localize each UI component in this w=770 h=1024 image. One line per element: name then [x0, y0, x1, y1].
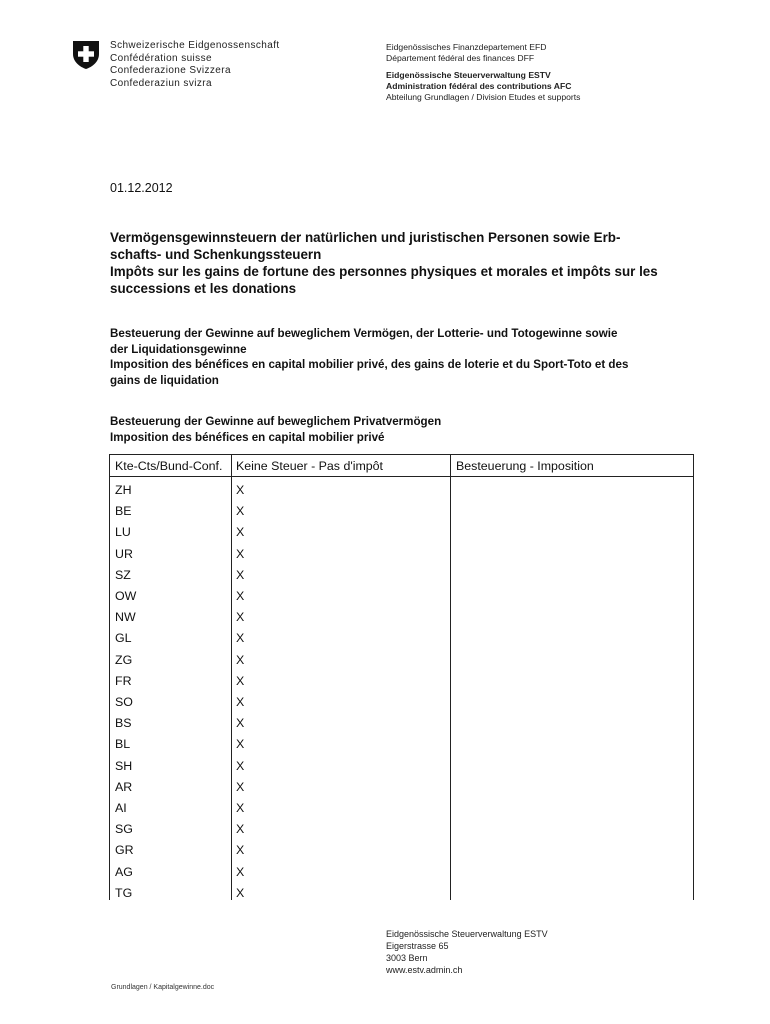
- canton-cell: BE: [115, 504, 132, 519]
- canton-tax-table: [109, 454, 694, 900]
- header-divider: [110, 476, 693, 477]
- department-de: Eidgenössisches Finanzdepartement EFD: [386, 42, 547, 52]
- department-block: [386, 42, 580, 103]
- canton-cell: OW: [115, 589, 137, 603]
- canton-cell: SH: [115, 758, 133, 773]
- title-line: successions et les donations: [110, 281, 297, 296]
- no-tax-cell: X: [236, 801, 245, 815]
- canton-cell: UR: [115, 546, 133, 561]
- address-line: www.estv.admin.ch: [386, 965, 463, 975]
- section-line: der Liquidationsgewinne: [110, 342, 247, 356]
- column-divider: [231, 455, 232, 900]
- header-canton: Kte-Cts/Bund-Conf.: [115, 459, 223, 473]
- document-date: 01.12.2012: [110, 181, 173, 195]
- document-filename: Grundlagen / Kapitalgewinne.doc: [111, 984, 215, 991]
- no-tax-cell: X: [236, 567, 245, 582]
- address-line: Eigerstrasse 65: [386, 941, 449, 951]
- no-tax-cell: X: [236, 483, 245, 497]
- canton-cell: TG: [115, 885, 133, 900]
- header-no-tax: Keine Steuer - Pas d'impôt: [236, 459, 383, 473]
- no-tax-cell: X: [236, 779, 245, 794]
- swiss-shield-logo-icon: [72, 40, 100, 70]
- canton-cell: SG: [115, 822, 133, 837]
- section-heading: [110, 326, 710, 388]
- header-taxation: Besteuerung - Imposition: [456, 459, 594, 473]
- no-tax-cell: X: [236, 716, 245, 731]
- no-tax-cell: X: [236, 885, 245, 900]
- no-tax-cell: X: [236, 695, 245, 709]
- no-tax-cell: X: [236, 525, 245, 540]
- no-tax-cell: X: [236, 610, 245, 625]
- name-fr: Confédération suisse: [110, 52, 212, 64]
- no-tax-cell: X: [236, 673, 245, 688]
- canton-cell: ZG: [115, 652, 133, 667]
- canton-cell: NW: [115, 610, 136, 625]
- office-de: Eidgenössische Steuerverwaltung ESTV: [386, 70, 551, 80]
- canton-cell: GR: [115, 843, 134, 858]
- canton-cell: AI: [115, 801, 127, 815]
- canton-cell: ZH: [115, 483, 132, 497]
- no-tax-cell: X: [236, 864, 245, 879]
- canton-cell: BS: [115, 716, 132, 731]
- section-line: Besteuerung der Gewinne auf beweglichem Vermögen, der Lotterie- und Totogewinne sowie: [110, 327, 618, 340]
- canton-cell: SO: [115, 695, 133, 709]
- no-tax-cell: X: [236, 652, 245, 667]
- canton-cell: AG: [115, 864, 133, 879]
- subsection-line: Besteuerung der Gewinne auf beweglichem Privatvermögen: [110, 415, 442, 428]
- no-tax-cell: X: [236, 822, 245, 837]
- no-tax-cell: X: [236, 758, 245, 773]
- no-tax-cell: X: [236, 737, 245, 752]
- title-line: Vermögensgewinnsteuern der natürlichen und juristischen Personen sowie Erb-: [110, 230, 621, 245]
- title-line: schafts- und Schenkungssteuern: [110, 247, 322, 262]
- no-tax-cell: X: [236, 589, 245, 603]
- section-line: gains de liquidation: [110, 373, 219, 387]
- no-tax-cell: X: [236, 504, 245, 519]
- office-fr: Administration fédéral des contributions AFC: [386, 81, 572, 91]
- title-line: Impôts sur les gains de fortune des personnes physiques et morales et impôts sur les: [110, 264, 658, 279]
- name-it: Confederazione Svizzera: [110, 65, 231, 76]
- column-divider: [450, 455, 451, 900]
- canton-cell: FR: [115, 673, 132, 688]
- name-rm: Confederaziun svizra: [110, 77, 212, 89]
- division: Abteilung Grundlagen / Division Etudes et supports: [386, 92, 581, 102]
- address-line: 3003 Bern: [386, 953, 428, 963]
- no-tax-cell: X: [236, 546, 245, 561]
- canton-cell: GL: [115, 631, 132, 646]
- canton-cell: LU: [115, 525, 131, 540]
- canton-cell: BL: [115, 737, 131, 752]
- footer-address: [386, 928, 548, 976]
- subsection-line: Imposition des bénéfices en capital mobilier privé: [110, 430, 385, 444]
- canton-cell: SZ: [115, 567, 131, 582]
- no-tax-cell: X: [236, 843, 245, 858]
- confederation-names: [110, 40, 280, 90]
- department-fr: Département fédéral des finances DFF: [386, 53, 535, 63]
- name-de: Schweizerische Eidgenossenschaft: [110, 40, 280, 51]
- section-line: Imposition des bénéfices en capital mobilier privé, des gains de loterie et du Sport-Toto et des: [110, 358, 629, 371]
- no-tax-cell: X: [236, 631, 245, 646]
- canton-cell: AR: [115, 779, 133, 794]
- subsection-heading: [110, 414, 710, 445]
- address-line: Eidgenössische Steuerverwaltung ESTV: [386, 929, 548, 939]
- document-title: [110, 229, 710, 297]
